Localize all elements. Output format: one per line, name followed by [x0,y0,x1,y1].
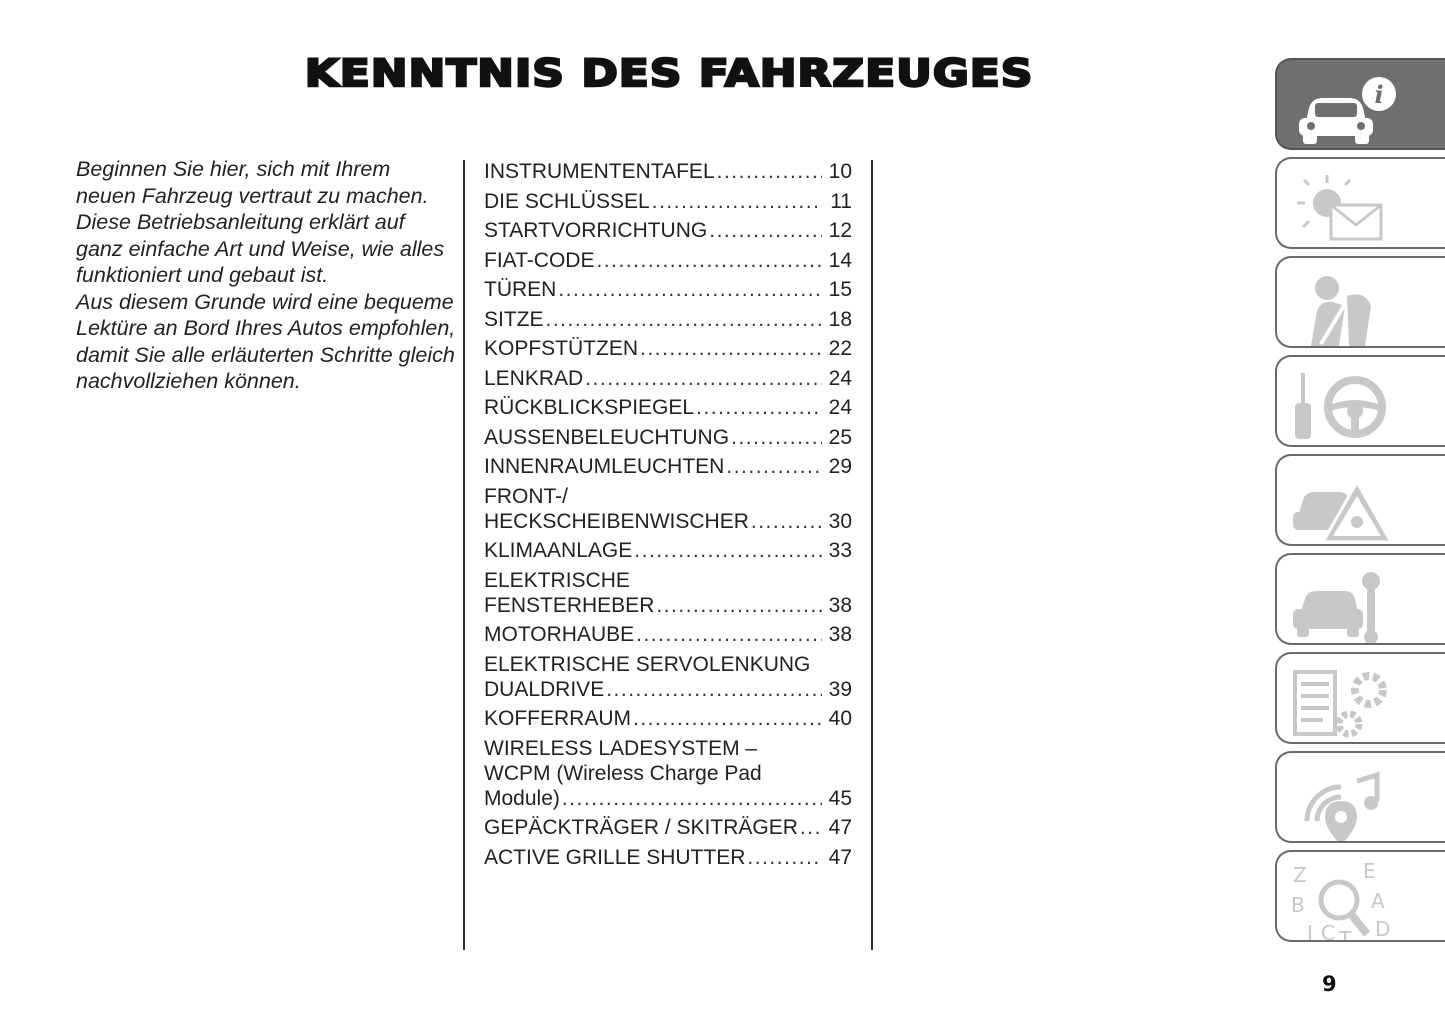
toc-entry-row [484,706,852,731]
car-maintenance-wrench-icon [1287,563,1397,645]
svg-text:i: i [1374,80,1384,109]
toc-entry-page: 10 [828,160,852,183]
toc-entry-label: FENSTERHEBER [484,593,655,617]
svg-text:D: D [1375,917,1391,941]
toc-entry[interactable] [484,277,852,302]
toc-entry-row [484,159,852,184]
toc-entry-label: INNENRAUMLEUCHTEN [484,455,725,478]
toc-entry-title-line: WCPM (Wireless Charge Pad [484,761,762,785]
toc-entry[interactable] [484,538,852,563]
toc-entry-label: LENKRAD [484,366,584,390]
toc-entry-label: KOFFERRAUM [484,707,631,730]
toc-entry[interactable] [484,568,852,618]
alphabetical-index-search-icon [1287,860,1397,950]
chapter-tab[interactable] [1275,751,1445,843]
toc-leader-dots [640,336,822,361]
toc-entry-title-line: ELEKTRISCHE [484,568,630,592]
toc-entry-page: 12 [828,219,852,242]
toc-leader-dots [709,218,822,243]
toc-entry-row [484,336,852,361]
chapter-tab[interactable] [1275,652,1445,744]
toc-entry-label: ACTIVE GRILLE SHUTTER [484,845,746,869]
chapter-tab[interactable] [1275,850,1445,950]
toc-entry-title-line: ELEKTRISCHE SERVOLENKUNG [484,652,811,676]
toc-entry-label: STARTVORRICHTUNG [484,219,708,242]
toc-entry[interactable] [484,484,852,534]
toc-entry[interactable] [484,218,852,243]
toc-leader-dots [636,622,822,647]
multimedia-music-icon [1287,761,1397,843]
toc-entry-page: 38 [828,623,852,646]
toc-entry-title-line: WIRELESS LADESYSTEM – [484,736,758,760]
intro-paragraph: Beginnen Sie hier, sich mit Ihrem neuen Fahrzeug vertraut zu machen. [76,157,429,208]
toc-entry[interactable] [484,248,852,273]
toc-entry-row [484,307,852,332]
toc-entry-page: 24 [828,396,852,419]
toc-entry[interactable] [484,815,852,840]
column-divider-right [871,160,873,950]
toc-entry-page: 39 [828,677,852,701]
toc-entry-row [484,538,852,563]
toc-leader-dots [633,706,822,731]
toc-entry-row [484,189,852,214]
toc-leader-dots [585,366,822,391]
toc-entry-label: INSTRUMENTENTAFEL [484,160,715,183]
key-steering-wheel-icon [1287,365,1397,447]
toc-entry[interactable] [484,336,852,361]
page-number: 9 [1322,972,1337,996]
chapter-tab[interactable] [1275,256,1445,348]
toc-entry[interactable] [484,845,852,870]
toc-entry-row [484,218,852,243]
toc-entry-page: 22 [828,337,852,360]
toc-entry-page: 14 [828,248,852,272]
toc-entry-page: 33 [828,539,852,562]
toc-entry-page: 38 [828,593,852,617]
toc-entry-row [484,815,852,840]
svg-text:T: T [1339,927,1352,950]
toc-leader-dots [726,454,822,479]
toc-leader-dots [652,189,822,214]
car-info-icon [1287,68,1397,150]
toc-entry-row [484,786,852,811]
toc-leader-dots [800,815,822,840]
toc-entry-label: MOTORHAUBE [484,623,635,646]
toc-leader-dots [751,509,822,534]
column-divider-left [463,160,465,950]
toc-entry[interactable] [484,425,852,450]
chapter-tab[interactable] [1275,553,1445,645]
toc-leader-dots [696,395,822,420]
toc-entry-row [484,425,852,450]
svg-text:I: I [1307,921,1313,945]
toc-entry-row [484,248,852,273]
toc-leader-dots [634,538,822,563]
toc-entry-label: AUSSENBELEUCHTUNG [484,425,730,449]
toc-entry[interactable] [484,189,852,214]
svg-text:E: E [1363,860,1376,883]
toc-entry-page: 29 [828,455,852,478]
chapter-tab[interactable] [1275,454,1445,546]
svg-text:Z: Z [1293,863,1307,887]
toc-entry[interactable] [484,366,852,391]
toc-entry-label: GEPÄCKTRÄGER / SKITRÄGER [484,816,798,839]
toc-entry-page: 15 [828,278,852,301]
toc-leader-dots [656,593,822,618]
toc-entry-label: TÜREN [484,278,557,301]
specifications-gears-icon [1287,662,1397,744]
toc-entry[interactable] [484,454,852,479]
toc-entry-label: HECKSCHEIBENWISCHER [484,509,749,533]
intro-paragraph: Aus diesem Grunde wird eine bequeme Lektüre an Bord Ihres Autos empfohlen, damit Sie alle erläuterten Schritte gleich nachvollziehen können. [76,289,456,393]
toc-entry-row [484,622,852,647]
intro-paragraph: Diese Betriebsanleitung erklärt auf ganz einfache Art und Weise, wie alles funktioniert und gebaut ist. [76,210,445,287]
toc-entry-row [484,277,852,302]
toc-entry[interactable] [484,395,852,420]
toc-entry[interactable] [484,159,852,184]
toc-leader-dots [731,425,822,450]
toc-entry-row [484,395,852,420]
toc-entry-row [484,509,852,534]
toc-leader-dots [747,845,822,870]
warning-light-message-icon [1287,167,1397,249]
toc-entry-page: 47 [828,816,852,839]
table-of-contents [484,159,852,874]
svg-text:A: A [1371,889,1385,913]
toc-entry-label: FIAT-CODE [484,248,595,272]
toc-entry-label: RÜCKBLICKSPIEGEL [484,396,695,419]
toc-leader-dots [596,248,822,273]
chapter-tab[interactable] [1275,157,1445,249]
toc-entry-page: 47 [828,845,852,869]
toc-entry[interactable] [484,622,852,647]
toc-entry-page: 18 [828,307,852,331]
toc-entry[interactable] [484,706,852,731]
toc-entry-label: SITZE [484,307,544,331]
toc-entry-page: 40 [828,707,852,730]
toc-leader-dots [562,786,822,811]
toc-entry-page: 25 [828,425,852,449]
toc-entry-page: 11 [830,189,852,213]
svg-text:B: B [1291,893,1305,917]
toc-entry-label: Module) [484,786,560,810]
toc-entry-label: DIE SCHLÜSSEL [484,189,650,213]
toc-entry-row [484,593,852,618]
toc-entry-page: 45 [828,786,852,810]
chapter-tab[interactable] [1275,58,1445,150]
toc-entry-row [484,366,852,391]
toc-leader-dots [606,677,822,702]
toc-leader-dots [558,277,822,302]
toc-entry-label: KLIMAANLAGE [484,539,633,562]
toc-entry[interactable] [484,307,852,332]
toc-entry-row [484,845,852,870]
chapter-tab[interactable] [1275,355,1445,447]
toc-leader-dots [717,159,822,184]
seat-safety-airbag-icon [1287,266,1397,348]
toc-entry-page: 24 [828,366,852,390]
page-title: KENNTNIS DES FAHRZEUGES [304,52,1034,95]
intro-text [76,156,456,395]
toc-entry-page: 30 [828,509,852,533]
toc-leader-dots [546,307,822,332]
toc-entry-label: KOPFSTÜTZEN [484,337,639,360]
svg-text:C: C [1321,921,1335,945]
toc-entry-title-line: FRONT-/ [484,484,568,508]
toc-entry[interactable] [484,652,852,702]
car-breakdown-warning-icon [1287,464,1397,546]
toc-entry-row [484,677,852,702]
toc-entry-label: DUALDRIVE [484,677,605,701]
toc-entry-row [484,454,852,479]
toc-entry[interactable] [484,736,852,811]
